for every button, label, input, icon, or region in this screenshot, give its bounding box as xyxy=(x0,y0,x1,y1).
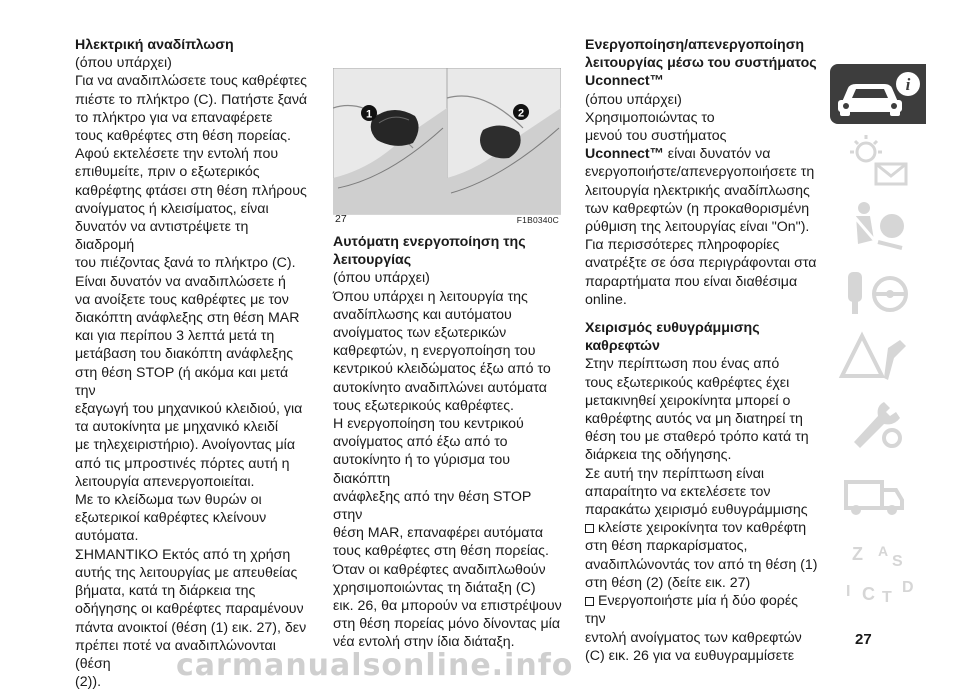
text-line xyxy=(75,546,310,564)
text-span: Uconnect™ xyxy=(585,73,664,90)
callout-2: 2 xyxy=(517,107,525,120)
text-line xyxy=(75,327,310,345)
text-line xyxy=(585,273,821,291)
text-line xyxy=(585,72,821,90)
text-span: ΣΗΜΑΝΤΙΚΟ Εκτός από τη χρήση xyxy=(75,546,291,563)
text-span: θέση του με σταθερό τρόπο κατά τη xyxy=(585,429,809,446)
text-line xyxy=(75,72,310,90)
text-line xyxy=(75,309,310,327)
text-line xyxy=(585,355,821,373)
text-span: αναδιπλώνοντάς τον από τη θέση (1) xyxy=(585,556,818,573)
text-line xyxy=(333,579,563,597)
text-line xyxy=(333,524,563,542)
text-line xyxy=(333,251,563,269)
seatbelt-airbag-icon xyxy=(830,196,926,256)
text-line xyxy=(75,91,310,109)
text-line xyxy=(333,379,563,397)
text-span: καθρέφτης φτάσει στη θέση πλήρους xyxy=(75,182,307,199)
text-span: το πλήκτρο για να επαναφέρετε xyxy=(75,109,273,126)
text-span: αυτοκίνητο ή το γύρισμα του διακόπτη xyxy=(333,452,510,487)
text-span: εικ. 26, θα μπορούν να επιστρέψουν xyxy=(333,598,562,615)
text-line xyxy=(333,615,563,633)
text-line xyxy=(75,455,310,473)
text-span: μετάβαση του διακόπτη ανάφλεξης xyxy=(75,346,294,363)
text-span: διάρκεια της οδήγησης. xyxy=(585,447,732,464)
text-line xyxy=(75,54,310,72)
text-line xyxy=(333,324,563,342)
tab-warning-lights[interactable] xyxy=(830,130,926,190)
text-span: λειτουργία ηλεκτρικής αναδίπλωσης xyxy=(585,182,810,199)
figure-code: F1B0340C xyxy=(516,215,559,225)
text-span: Η ενεργοποίηση του κεντρικού xyxy=(333,416,524,433)
text-line xyxy=(585,374,821,392)
text-line xyxy=(333,415,563,433)
text-span: ανάφλεξης από την θέση STOP στην xyxy=(333,488,532,524)
text-line xyxy=(75,364,310,400)
text-line xyxy=(75,254,310,272)
text-line xyxy=(585,145,821,163)
tab-maintenance[interactable] xyxy=(830,394,926,454)
text-line xyxy=(75,491,310,509)
bullet-square-icon xyxy=(585,524,594,533)
text-line xyxy=(585,537,821,555)
text-span: λειτουργίας μέσω του συστήματος xyxy=(585,55,817,72)
text-span: Ηλεκτρική αναδίπλωση xyxy=(75,37,234,53)
text-line xyxy=(585,254,821,272)
text-line xyxy=(75,291,310,309)
text-line xyxy=(333,306,563,324)
text-span: του πιέζοντας ξανά το πλήκτρο (C). xyxy=(75,255,296,272)
text-line xyxy=(75,582,310,600)
column-left xyxy=(75,36,310,691)
text-line xyxy=(585,163,821,181)
info-glyph: i xyxy=(905,75,911,94)
svg-text:A: A xyxy=(878,543,889,559)
text-span: χρησιμοποιώντας τη διάταξη (C) xyxy=(333,579,536,596)
text-line xyxy=(585,592,821,628)
text-line xyxy=(75,182,310,200)
tab-safety[interactable] xyxy=(830,196,926,256)
column-middle xyxy=(333,233,563,652)
text-span: λειτουργία απενεργοποιείται. xyxy=(75,473,255,490)
text-span: Όπου υπάρχει η λειτουργία της xyxy=(333,288,528,305)
text-span: τα αυτοκίνητα με μηχανικό κλειδί xyxy=(75,419,279,436)
text-span: βήματα, κατά τη διάρκεια της xyxy=(75,583,256,600)
text-line xyxy=(75,109,310,127)
text-span: οδήγησης οι καθρέφτες παραμένουν xyxy=(75,601,304,618)
figure-number: 27 xyxy=(335,213,347,225)
text-line xyxy=(75,600,310,618)
text-line xyxy=(75,218,310,254)
text-span: (2)). xyxy=(75,674,102,691)
text-span: ανοίγματος ή κλεισίματος, είναι xyxy=(75,200,269,217)
car-info-icon xyxy=(830,64,926,124)
text-span: εντολή ανοίγματος των καθρεφτών xyxy=(585,629,802,646)
text-span: λειτουργίας xyxy=(333,252,412,269)
svg-text:T: T xyxy=(882,589,892,606)
text-span: μενού του συστήματος xyxy=(585,128,727,145)
text-span: θέση MAR, επαναφέρει αυτόματα xyxy=(333,525,544,542)
text-span: online. xyxy=(585,291,627,308)
text-span: μετακινηθεί χειροκίνητα μπορεί ο xyxy=(585,392,791,409)
text-span: παρακάτω χειρισμό ευθυγράμμισης xyxy=(585,502,808,519)
text-span: κεντρικού κλειδώματος έξω από το xyxy=(333,361,551,378)
text-line xyxy=(585,446,821,464)
text-span: παραρτήματα που είναι διαθέσιμα xyxy=(585,273,798,290)
text-span: αυτοκίνητο αναδιπλώνει αυτόματα xyxy=(333,379,547,396)
text-span: να ανοίξετε τους καθρέφτες με τον xyxy=(75,291,289,308)
text-span: με τηλεχειριστήριο). Ανοίγοντας μία xyxy=(75,437,296,454)
technical-data-icon xyxy=(830,460,926,520)
text-line xyxy=(585,218,821,236)
watermark: carmanualsonline.info xyxy=(176,648,574,683)
text-line xyxy=(75,619,310,637)
text-span: και για περίπου 3 λεπτά μετά τη xyxy=(75,328,275,345)
text-span: τους καθρέφτες στη θέση πορείας. xyxy=(333,543,549,560)
text-span: ρύθμιση της λειτουργίας είναι "On"). xyxy=(585,219,810,236)
text-span: Με το κλείδωμα των θυρών οι xyxy=(75,492,262,509)
text-span: από τις μπροστινές πόρτες αυτή η xyxy=(75,455,290,472)
text-span: πρέπει ποτέ να αναδιπλώνονται (θέση xyxy=(75,637,276,672)
text-span: ανατρέξτε σε όσα περιγράφονται στα xyxy=(585,255,817,272)
text-line xyxy=(75,436,310,454)
text-line xyxy=(333,488,563,524)
text-line xyxy=(75,163,310,181)
text-line xyxy=(75,527,310,545)
text-span: πάντα ανοικτοί (θέση (1) εικ. 27), δεν xyxy=(75,619,307,636)
text-line xyxy=(585,109,821,127)
text-line xyxy=(333,233,563,251)
text-line xyxy=(75,273,310,291)
text-line xyxy=(75,400,310,418)
text-line xyxy=(333,433,563,451)
text-span: (όπου υπάρχει) xyxy=(585,91,682,108)
text-line xyxy=(585,428,821,446)
text-span: τους καθρέφτες στη θέση πορείας. xyxy=(75,128,291,145)
tools-spanner-icon xyxy=(830,394,926,454)
tab-start-drive[interactable] xyxy=(830,262,926,322)
text-span: Όταν οι καθρέφτες αναδιπλωθούν xyxy=(333,561,546,578)
text-line xyxy=(75,127,310,145)
alphabet-index-icon xyxy=(830,540,926,610)
text-span: Για περισσότερες πληροφορίες xyxy=(585,237,780,254)
text-span: Ενεργοποίηση/απενεργοποίηση xyxy=(585,37,805,53)
text-span: Αυτόματη ενεργοποίηση της xyxy=(333,234,526,250)
text-line xyxy=(585,182,821,200)
text-span: (C) εικ. 26 για να ευθυγραμμίσετε xyxy=(585,647,795,664)
text-line xyxy=(585,236,821,254)
svg-text:S: S xyxy=(892,553,903,570)
text-line xyxy=(333,561,563,579)
tab-car-info[interactable] xyxy=(830,64,926,124)
tab-index[interactable] xyxy=(830,540,926,610)
text-span: των καθρεφτών (η προκαθορισμένη xyxy=(585,200,810,217)
svg-text:I: I xyxy=(846,583,851,600)
text-line xyxy=(75,473,310,491)
text-line xyxy=(75,509,310,527)
svg-text:C: C xyxy=(862,584,875,604)
text-span: ανοίγματος των εξωτερικών xyxy=(333,325,507,342)
text-span: στη θέση STOP (ή ακόμα και μετά την xyxy=(75,364,289,399)
text-span: τους εξωτερικούς καθρέφτες. xyxy=(333,397,515,414)
text-line xyxy=(585,556,821,574)
text-line xyxy=(585,519,821,537)
text-line xyxy=(585,574,821,592)
text-line xyxy=(333,597,563,615)
text-line xyxy=(585,392,821,410)
text-line xyxy=(585,410,821,428)
text-line xyxy=(75,145,310,163)
tab-emergency[interactable] xyxy=(830,328,926,388)
mirror-illustration xyxy=(333,68,561,218)
svg-text:Z: Z xyxy=(852,544,863,564)
text-span: αναδίπλωσης και αυτόματου xyxy=(333,306,512,323)
callout-1: 1 xyxy=(365,108,373,121)
text-span: δυνατόν να αντιστρέψετε τη διαδρομή xyxy=(75,219,249,254)
text-span: Σε αυτή την περίπτωση είναι xyxy=(585,465,765,482)
text-span: αυτής της λειτουργίας με απευθείας xyxy=(75,564,298,581)
text-line xyxy=(75,564,310,582)
text-span: Χειρισμός ευθυγράμμισης xyxy=(585,320,760,337)
text-span: τους εξωτερικούς καθρέφτες έχει xyxy=(585,374,790,391)
text-line xyxy=(585,337,821,355)
text-span: (όπου υπάρχει) xyxy=(75,55,172,72)
text-line xyxy=(585,127,821,145)
figure-mirrors xyxy=(333,68,561,228)
text-line xyxy=(585,291,821,309)
text-span: αυτόματα. xyxy=(75,528,139,545)
text-span: διακόπτη ανάφλεξης στη θέση MAR xyxy=(75,310,300,327)
text-line xyxy=(333,288,563,306)
text-line xyxy=(333,269,563,287)
triangle-tools-icon xyxy=(830,328,926,388)
text-line xyxy=(585,629,821,647)
text-span: καθρεφτών, η ενεργοποίηση του xyxy=(333,343,536,360)
bullet-square-icon xyxy=(585,597,594,606)
svg-text:D: D xyxy=(902,579,914,596)
text-line xyxy=(333,397,563,415)
text-span: ενεργοποιήστε/απενεργοποιήσετε τη xyxy=(585,164,815,181)
text-line xyxy=(333,342,563,360)
text-span: Ενεργοποιήστε μία ή δύο φορές την xyxy=(585,593,798,628)
text-line xyxy=(585,36,821,54)
text-span: εξαγωγή του μηχανικού κλειδιού, για xyxy=(75,401,303,418)
key-steering-icon xyxy=(830,262,926,322)
text-line xyxy=(75,36,310,54)
text-line xyxy=(585,465,821,483)
text-line xyxy=(585,200,821,218)
text-span: Uconnect™ είναι δυνατόν να xyxy=(585,146,771,163)
text-span: στη θέση πορείας μόνο δίνοντας μία xyxy=(333,616,561,633)
text-span: επιθυμείτε, πριν ο εξωτερικός xyxy=(75,164,260,181)
text-span: καθρέφτης αυτός να μη διατηρεί τη xyxy=(585,411,803,428)
text-span: καθρεφτών xyxy=(585,338,660,355)
text-span: απαραίτητο να εκτελέσετε τον xyxy=(585,483,771,500)
text-span: εξωτερικοί καθρέφτες κλείνουν xyxy=(75,510,267,527)
text-line xyxy=(75,418,310,436)
text-line xyxy=(585,501,821,519)
text-line xyxy=(75,200,310,218)
text-line xyxy=(585,319,821,337)
text-line xyxy=(75,345,310,363)
page-number: 27 xyxy=(855,631,872,648)
text-span: στη θέση (2) (δείτε εικ. 27) xyxy=(585,574,751,591)
text-line xyxy=(333,542,563,560)
text-line xyxy=(333,360,563,378)
text-span: Είναι δυνατόν να αναδιπλώσετε ή xyxy=(75,273,286,290)
text-span: Στην περίπτωση που ένας από xyxy=(585,356,780,373)
text-span: πιέστε το πλήκτρο (C). Πατήστε ξανά xyxy=(75,91,308,108)
warning-light-envelope-icon xyxy=(830,130,926,190)
text-span: Χρησιμοποιώντας το xyxy=(585,109,715,126)
text-span: Αφού εκτελέσετε την εντολή που xyxy=(75,146,279,163)
text-line xyxy=(333,451,563,487)
text-line xyxy=(585,483,821,501)
text-span: Για να αναδιπλώσετε τους καθρέφτες xyxy=(75,73,307,90)
text-span: κλείστε χειροκίνητα τον καθρέφτη xyxy=(598,520,807,537)
text-span: στη θέση παρκαρίσματος, xyxy=(585,538,748,555)
tab-technical-data[interactable] xyxy=(830,460,926,520)
column-right xyxy=(585,36,821,665)
text-span: (όπου υπάρχει) xyxy=(333,270,430,287)
text-line xyxy=(585,54,821,72)
text-line xyxy=(585,91,821,109)
text-span: νέα εντολή στην ίδια διάταξη. xyxy=(333,634,515,651)
text-span: ανοίγματος από έξω από το xyxy=(333,434,508,451)
